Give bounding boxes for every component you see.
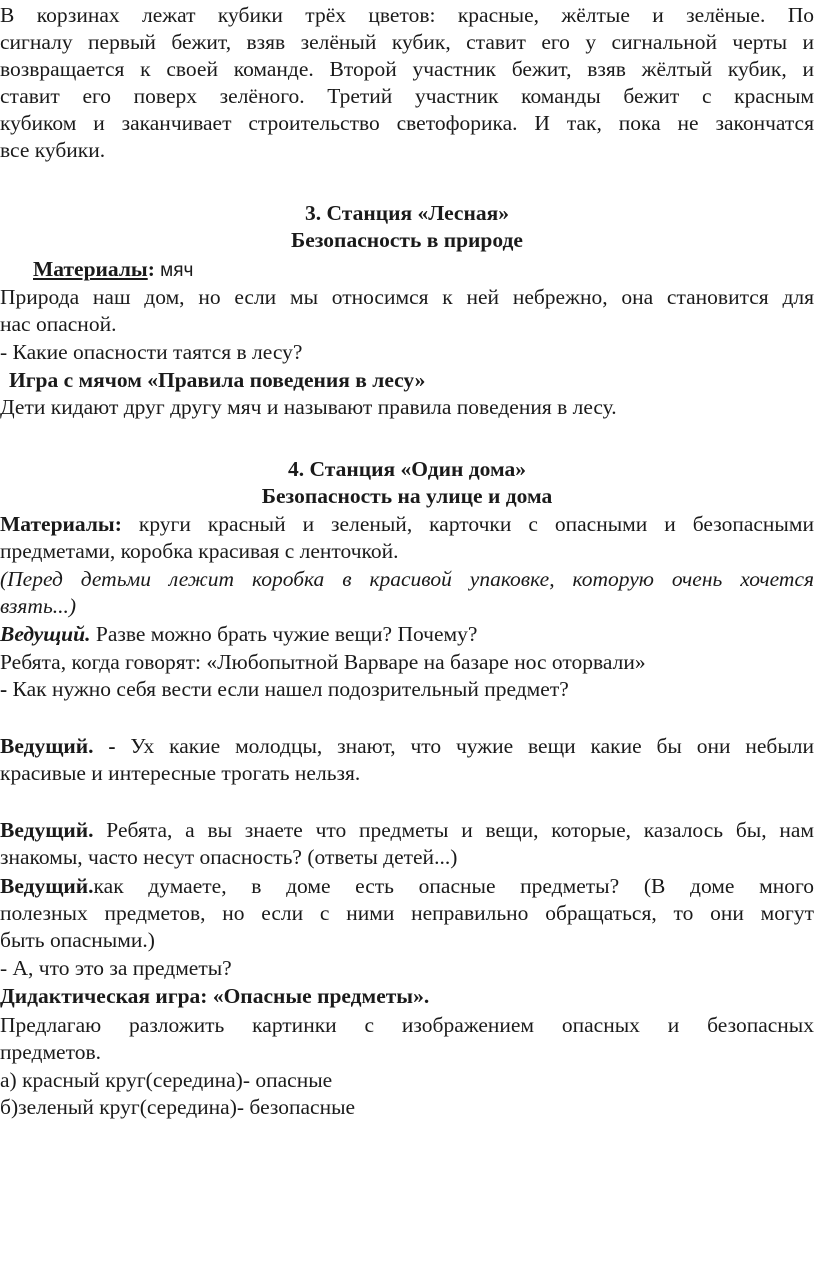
station4-host-line-1 [0,621,814,648]
question-text: Как нужно себя вести если нашел подозрительный предмет? [7,677,569,701]
intro-line-6: все кубики. [0,138,106,162]
station4-materials-label: Материалы: [0,512,122,536]
station4-subtitle: Безопасность на улице и дома [261,484,553,508]
station3-materials-colon: : [147,257,155,281]
station4-host3-line-2: знакомы, часто несут опасность? (ответы детей...) [0,845,458,869]
intro-line-3: возвращается к своей команде. Второй участник бежит, взяв жёлтый кубик, и [0,57,814,81]
question-dash: - [0,677,8,701]
station4-note-line-1: (Перед детьми лежит коробка в красивой упаковке, которую очень хочется [0,567,814,591]
host3-label: Ведущий. [0,818,94,842]
station3-subtitle: Безопасность в природе [291,228,523,252]
intro-line-4: ставит его поверх зелёного. Третий участник команды бежит с красным [0,84,814,108]
host3-text: Ребята, а вы знаете что предметы и вещи, которые, казалось бы, нам [93,818,814,842]
intro-line-1: В корзинах лежат кубики трёх цветов: красные, жёлтые и зелёные. По [0,3,814,27]
host-text: Разве можно брать чужие вещи? Почему? [90,622,478,646]
station3-game-title: Игра с мячом «Правила поведения в лесу» [9,368,426,392]
host4-label: Ведущий. [0,874,94,898]
station4-question-line [0,676,814,703]
host2-text: Ух какие молодцы, знают, что чужие вещи какие бы они небыли [115,734,815,758]
station3-paragraph-line-2: нас опасной. [0,312,117,336]
station3-materials-value: мяч [154,260,194,281]
station4-materials-line-1 [0,511,814,538]
station4-offer-line-1: Предлагаю разложить картинки с изображением опасных и безопасных [0,1013,814,1037]
station4-host4-line-2: полезных предметов, но если с ними неправильно обращаться, то они могут [0,901,814,925]
station4-host2-line-1 [0,733,814,760]
station4-kids-line: Ребята, когда говорят: «Любопытной Варваре на базаре нос оторвали» [0,650,646,674]
station3-materials [33,256,814,285]
station4-didactic-title: Дидактическая игра: «Опасные предметы». [0,984,430,1008]
intro-line-5: кубиком и заканчивает строительство светофорика. И так, пока не закончатся [0,111,814,135]
station3-title: 3. Станция «Лесная» [305,201,509,225]
station4-host4-line-3: быть опасными.) [0,928,155,952]
station4-item-b: б)зеленый круг(середина)- безопасные [0,1095,356,1119]
station4-materials-text: круги красный и зеленый, карточки с опасными и безопасными [121,512,814,536]
host4-text: как думаете, в доме есть опасные предметы? (В доме много [93,874,814,898]
station4-note-line-2: взять...) [0,594,77,618]
intro-line-2: сигналу первый бежит, взяв зелёный кубик, ставит его у сигнальной черты и [0,30,814,54]
station3-materials-label: Материалы [33,257,148,281]
station4-title: 4. Станция «Один дома» [288,457,526,481]
station3-question: - Какие опасности таятся в лесу? [0,340,303,364]
host2-label: Ведущий. - [0,734,116,758]
station4-offer-line-2: предметов. [0,1040,101,1064]
station3-game-text: Дети кидают друг другу мяч и называют правила поведения в лесу. [0,395,617,419]
station4-question-2: - А, что это за предметы? [0,956,232,980]
station3-paragraph-line-1: Природа наш дом, но если мы относимся к ней небрежно, она становится для [0,285,814,309]
station4-item-a: а) красный круг(середина)- опасные [0,1068,333,1092]
host-label: Ведущий. [0,622,91,646]
station4-host4-line-1 [0,873,814,900]
station4-materials-line-2: предметами, коробка красивая с ленточкой. [0,539,399,563]
station4-host2-line-2: красивые и интересные трогать нельзя. [0,761,361,785]
station4-host3-line-1 [0,817,814,844]
